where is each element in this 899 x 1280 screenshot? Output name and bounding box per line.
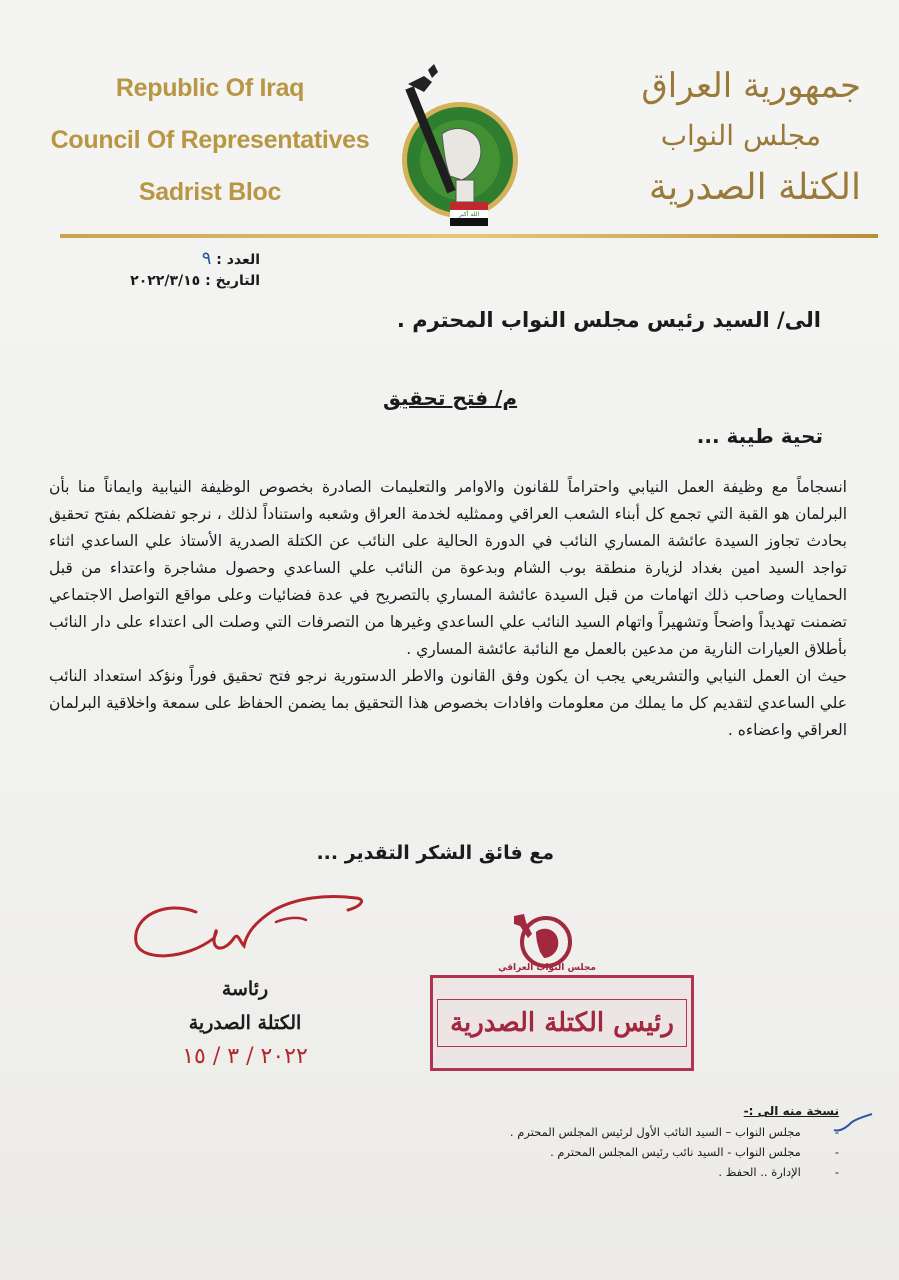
ar-header-council: مجلس النواب xyxy=(660,119,821,152)
ar-header-bloc: الكتلة الصدرية xyxy=(648,167,861,208)
signature-title: رئاسة xyxy=(221,978,269,1000)
reference-block xyxy=(110,248,260,292)
arabic-letterhead xyxy=(621,60,861,216)
copies-to-block xyxy=(459,1104,839,1182)
date-label: التاريخ : xyxy=(205,273,260,289)
letter-body xyxy=(49,474,847,744)
number-label: العدد : xyxy=(216,252,260,268)
body-paragraph-1: انسجاماً مع وظيفة العمل النيابي واحتراماً للقانون والاوامر والتعليمات الصادرة بخصوص الوظيفة النيابية وايماناً منا بأن البرلمان هو القبة التي تجمع كل أبناء الشعب العراقي وممثليه لخدمة العراق وشعبه واستناداً لذلك ، نرجو تفضلكم بفتح تحقيق بحادث تجاوز السيدة عائشة المساري النائب في الدورة الحالية على النائب عن الكتلة الصدرية الأستاذ علي الساعدي اثناء تواجد السيد امين بغداد لزيارة منطقة بوب الشام وبدعوة من النائب علي الساعدي وحصول مشاجرة واعتداء من قبل الحمايات وصاحب ذلك اتهامات من قبل السيدة عائشة المساري بالتصريح في عدة فضائيات وعلى مواقع التواصل الاجتماعي تضمنت تهديداً واضحاً وتشهيراً واتهام السيد النائب علي الساعدي وغيرها من التصرفات التي وصلت الى اعتداء على دار النائب بأطلاق العيارات النارية من مدعين بالعمل مع النائبة عائشة المساري . xyxy=(49,478,847,658)
signature-block xyxy=(150,972,340,1074)
header-divider xyxy=(60,234,878,238)
stamp-text: رئيس الكتلة الصدرية xyxy=(437,999,687,1047)
greeting: تحية طيبة ... xyxy=(696,424,823,448)
copy-recipient: -مجلس النواب – السيد النائب الأول لرئيس المجلس المحترم . xyxy=(509,1125,839,1139)
signature-bloc: الكتلة الصدرية xyxy=(188,1012,302,1034)
copies-title: نسخة منه الى :- xyxy=(743,1104,839,1118)
body-paragraph-2: حيث ان العمل النيابي والتشريعي يجب ان يكون وفق القانون والاطر الدستورية نرجو فتح تحقيق فوراً ونؤكد استعداد النائب علي الساعدي لتقديم كل ما يملك من معلومات وافادات بخصوص هذا التحقيق بما يضمن الحفاظ على سمعة واخلاقية البرلمان العراقي واعضاءه . xyxy=(49,667,847,739)
en-header-bloc: Sadrist Bloc xyxy=(138,178,282,206)
english-letterhead xyxy=(40,62,380,218)
emblem-caption: مجلس النواب العراقي xyxy=(498,963,596,973)
sadrist-bloc-logo xyxy=(388,62,526,232)
en-header-country: Republic Of Iraq xyxy=(115,74,305,102)
official-stamp xyxy=(430,975,694,1071)
en-header-council: Council Of Representatives xyxy=(50,126,370,154)
copy-recipient: -مجلس النواب - السيد نائب رئيس المجلس المحترم . xyxy=(550,1145,839,1159)
svg-text:الله أكبر: الله أكبر xyxy=(458,211,480,218)
addressee: الى/ السيد رئيس مجلس النواب المحترم . xyxy=(396,308,821,332)
ar-header-country: جمهورية العراق xyxy=(641,66,861,106)
number-value: ٩ xyxy=(201,248,212,269)
date-value: ٢٠٢٢/٣/١٥ xyxy=(130,273,201,289)
subject-line: م/ فتح تحقيق xyxy=(382,386,518,410)
closing-line: مع فائق الشكر التقدير ... xyxy=(316,842,554,864)
copy-recipient: -الإدارة .. الحفظ . xyxy=(718,1165,839,1179)
handwritten-signature xyxy=(126,880,396,970)
signature-date: ٢٠٢٢ / ٣ / ١٥ xyxy=(182,1044,308,1069)
